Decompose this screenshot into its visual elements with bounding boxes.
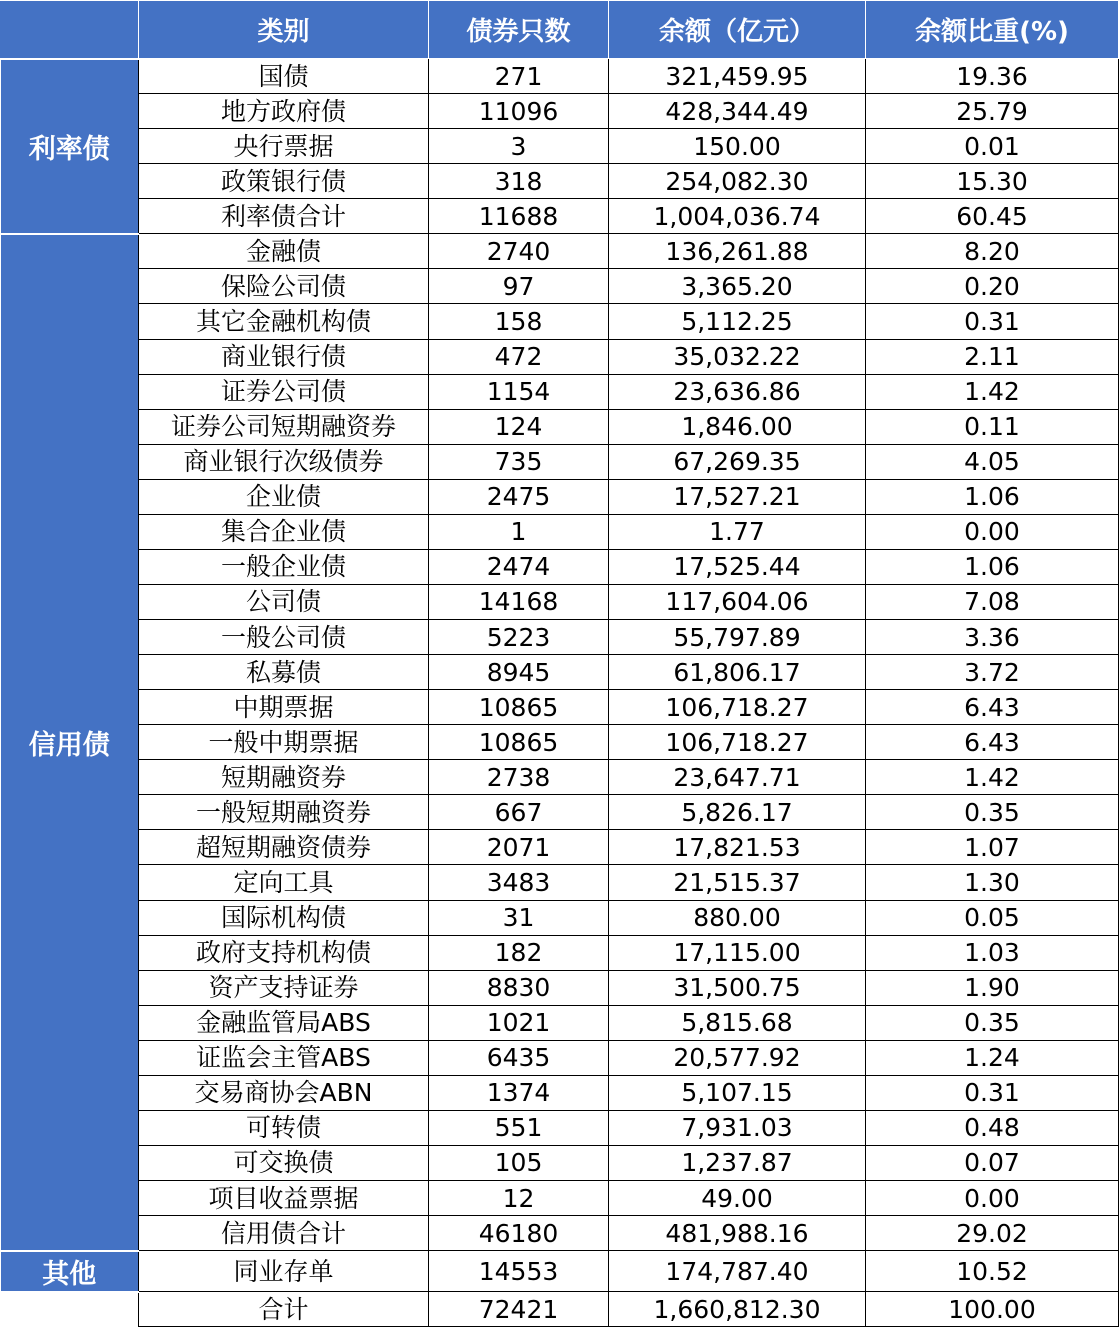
table-row — [1, 1075, 1119, 1110]
table-row — [1, 164, 1119, 199]
table-row — [1, 935, 1119, 970]
balance-cell: 106,718.27 — [609, 725, 866, 760]
balance-share-cell: 0.31 — [866, 1075, 1119, 1110]
bond-count-cell: 318 — [429, 164, 609, 199]
category-cell: 项目收益票据 — [139, 1181, 429, 1216]
table-row — [1, 620, 1119, 655]
table-row — [1, 514, 1119, 549]
table-row — [1, 129, 1119, 164]
balance-cell: 1,237.87 — [609, 1145, 866, 1180]
bond-count-cell: 271 — [429, 59, 609, 94]
header-corner — [1, 1, 139, 59]
balance-share-cell: 1.07 — [866, 830, 1119, 865]
bond-count-cell: 1021 — [429, 1005, 609, 1040]
table-row — [1, 760, 1119, 795]
bond-count-cell: 182 — [429, 935, 609, 970]
bond-count-cell: 3483 — [429, 865, 609, 900]
category-cell: 可转债 — [139, 1110, 429, 1145]
balance-cell: 23,636.86 — [609, 374, 866, 409]
bond-count-cell: 2740 — [429, 234, 609, 269]
table-row — [1, 795, 1119, 830]
bond-count-cell: 124 — [429, 409, 609, 444]
balance-share-cell: 7.08 — [866, 584, 1119, 619]
table-row — [1, 1181, 1119, 1216]
table-row — [1, 1216, 1119, 1251]
balance-cell: 1,846.00 — [609, 409, 866, 444]
group-label: 信用债 — [1, 234, 139, 1251]
bond-count-cell: 10865 — [429, 690, 609, 725]
bond-count-cell: 5223 — [429, 620, 609, 655]
balance-share-cell: 19.36 — [866, 59, 1119, 94]
balance-share-cell: 6.43 — [866, 690, 1119, 725]
balance-share-cell: 60.45 — [866, 199, 1119, 234]
balance-share-cell: 0.01 — [866, 129, 1119, 164]
category-cell: 证券公司短期融资券 — [139, 409, 429, 444]
balance-cell: 481,988.16 — [609, 1216, 866, 1251]
category-cell: 证监会主管ABS — [139, 1040, 429, 1075]
balance-cell: 150.00 — [609, 129, 866, 164]
balance-share-cell: 100.00 — [866, 1292, 1119, 1327]
balance-cell: 17,525.44 — [609, 549, 866, 584]
bond-count-cell: 14168 — [429, 584, 609, 619]
balance-cell: 49.00 — [609, 1181, 866, 1216]
category-cell: 一般公司债 — [139, 620, 429, 655]
table-row — [1, 94, 1119, 129]
bond-count-cell: 551 — [429, 1110, 609, 1145]
category-cell: 信用债合计 — [139, 1216, 429, 1251]
balance-share-cell: 15.30 — [866, 164, 1119, 199]
balance-cell: 21,515.37 — [609, 865, 866, 900]
category-cell: 商业银行债 — [139, 339, 429, 374]
category-cell: 利率债合计 — [139, 199, 429, 234]
balance-share-cell: 25.79 — [866, 94, 1119, 129]
category-cell: 私募债 — [139, 655, 429, 690]
header-category: 类别 — [139, 1, 429, 59]
balance-share-cell: 0.00 — [866, 514, 1119, 549]
category-cell: 金融监管局ABS — [139, 1005, 429, 1040]
bond-count-cell: 8830 — [429, 970, 609, 1005]
table-row — [1, 59, 1119, 94]
balance-cell: 1,004,036.74 — [609, 199, 866, 234]
category-cell: 国际机构债 — [139, 900, 429, 935]
table-row — [1, 339, 1119, 374]
balance-share-cell: 0.05 — [866, 900, 1119, 935]
balance-share-cell: 29.02 — [866, 1216, 1119, 1251]
table-row — [1, 444, 1119, 479]
balance-share-cell: 1.03 — [866, 935, 1119, 970]
balance-cell: 5,107.15 — [609, 1075, 866, 1110]
balance-share-cell: 0.48 — [866, 1110, 1119, 1145]
category-cell: 同业存单 — [139, 1251, 429, 1292]
table-row — [1, 234, 1119, 269]
balance-cell: 3,365.20 — [609, 269, 866, 304]
table-row — [1, 374, 1119, 409]
balance-cell: 880.00 — [609, 900, 866, 935]
balance-share-cell: 1.42 — [866, 374, 1119, 409]
category-cell: 保险公司债 — [139, 269, 429, 304]
category-cell: 公司债 — [139, 584, 429, 619]
bond-count-cell: 12 — [429, 1181, 609, 1216]
bond-count-cell: 2071 — [429, 830, 609, 865]
balance-cell: 1,660,812.30 — [609, 1292, 866, 1327]
balance-share-cell: 3.36 — [866, 620, 1119, 655]
bond-count-cell: 1 — [429, 514, 609, 549]
category-cell: 可交换债 — [139, 1145, 429, 1180]
balance-share-cell: 0.00 — [866, 1181, 1119, 1216]
category-cell: 一般企业债 — [139, 549, 429, 584]
balance-share-cell: 0.35 — [866, 795, 1119, 830]
balance-cell: 7,931.03 — [609, 1110, 866, 1145]
balance-cell: 174,787.40 — [609, 1251, 866, 1292]
balance-share-cell: 1.24 — [866, 1040, 1119, 1075]
balance-cell: 106,718.27 — [609, 690, 866, 725]
balance-cell: 17,527.21 — [609, 479, 866, 514]
group-label: 其他 — [1, 1251, 139, 1292]
bond-count-cell: 105 — [429, 1145, 609, 1180]
table-row — [1, 1005, 1119, 1040]
bond-count-cell: 3 — [429, 129, 609, 164]
category-cell: 资产支持证券 — [139, 970, 429, 1005]
bond-count-cell: 2738 — [429, 760, 609, 795]
balance-cell: 136,261.88 — [609, 234, 866, 269]
table-row — [1, 584, 1119, 619]
balance-cell: 61,806.17 — [609, 655, 866, 690]
category-cell: 其它金融机构债 — [139, 304, 429, 339]
category-cell: 合计 — [139, 1292, 429, 1327]
table-row — [1, 1040, 1119, 1075]
category-cell: 证券公司债 — [139, 374, 429, 409]
table-row — [1, 199, 1119, 234]
balance-cell: 5,826.17 — [609, 795, 866, 830]
bond-count-cell: 2474 — [429, 549, 609, 584]
category-cell: 企业债 — [139, 479, 429, 514]
bond-count-cell: 6435 — [429, 1040, 609, 1075]
balance-share-cell: 1.42 — [866, 760, 1119, 795]
balance-share-cell: 2.11 — [866, 339, 1119, 374]
header-balance: 余额（亿元） — [609, 1, 866, 59]
balance-share-cell: 1.06 — [866, 549, 1119, 584]
balance-cell: 20,577.92 — [609, 1040, 866, 1075]
balance-share-cell: 3.72 — [866, 655, 1119, 690]
balance-cell: 321,459.95 — [609, 59, 866, 94]
category-cell: 中期票据 — [139, 690, 429, 725]
group-label: 利率债 — [1, 59, 139, 234]
balance-cell: 17,821.53 — [609, 830, 866, 865]
bond-count-cell: 31 — [429, 900, 609, 935]
balance-cell: 35,032.22 — [609, 339, 866, 374]
balance-share-cell: 8.20 — [866, 234, 1119, 269]
table-row — [1, 900, 1119, 935]
table-row — [1, 409, 1119, 444]
balance-cell: 428,344.49 — [609, 94, 866, 129]
category-cell: 集合企业债 — [139, 514, 429, 549]
category-cell: 超短期融资债券 — [139, 830, 429, 865]
bond-count-cell: 735 — [429, 444, 609, 479]
category-cell: 一般中期票据 — [139, 725, 429, 760]
balance-cell: 117,604.06 — [609, 584, 866, 619]
table-row — [1, 269, 1119, 304]
balance-share-cell: 0.20 — [866, 269, 1119, 304]
category-cell: 政府支持机构债 — [139, 935, 429, 970]
balance-share-cell: 1.90 — [866, 970, 1119, 1005]
balance-share-cell: 0.11 — [866, 409, 1119, 444]
category-cell: 央行票据 — [139, 129, 429, 164]
balance-share-cell: 1.30 — [866, 865, 1119, 900]
table-row — [1, 549, 1119, 584]
table-row — [1, 655, 1119, 690]
bond-count-cell: 2475 — [429, 479, 609, 514]
balance-cell: 1.77 — [609, 514, 866, 549]
bond-count-cell: 46180 — [429, 1216, 609, 1251]
table-row — [1, 725, 1119, 760]
table-row — [1, 304, 1119, 339]
balance-share-cell: 0.31 — [866, 304, 1119, 339]
bond-count-cell: 97 — [429, 269, 609, 304]
category-cell: 定向工具 — [139, 865, 429, 900]
table-row — [1, 1145, 1119, 1180]
table-row — [1, 970, 1119, 1005]
category-cell: 政策银行债 — [139, 164, 429, 199]
balance-cell: 17,115.00 — [609, 935, 866, 970]
group-blank — [1, 1292, 139, 1327]
table-row — [1, 1110, 1119, 1145]
bond-count-cell: 72421 — [429, 1292, 609, 1327]
balance-share-cell: 10.52 — [866, 1251, 1119, 1292]
table-body — [1, 59, 1119, 1327]
category-cell: 地方政府债 — [139, 94, 429, 129]
bond-count-cell: 14553 — [429, 1251, 609, 1292]
balance-share-cell: 1.06 — [866, 479, 1119, 514]
balance-cell: 23,647.71 — [609, 760, 866, 795]
balance-cell: 55,797.89 — [609, 620, 866, 655]
category-cell: 金融债 — [139, 234, 429, 269]
header-balance-share: 余额比重(%) — [866, 1, 1119, 59]
balance-cell: 5,815.68 — [609, 1005, 866, 1040]
bond-count-cell: 10865 — [429, 725, 609, 760]
bond-count-cell: 472 — [429, 339, 609, 374]
category-cell: 短期融资券 — [139, 760, 429, 795]
bond-count-cell: 158 — [429, 304, 609, 339]
bond-count-cell: 667 — [429, 795, 609, 830]
table-row — [1, 479, 1119, 514]
header-row — [1, 1, 1119, 59]
category-cell: 国债 — [139, 59, 429, 94]
table-row — [1, 1251, 1119, 1292]
bond-count-cell: 1374 — [429, 1075, 609, 1110]
balance-share-cell: 6.43 — [866, 725, 1119, 760]
balance-cell: 254,082.30 — [609, 164, 866, 199]
bond-count-cell: 1154 — [429, 374, 609, 409]
bond-count-cell: 11096 — [429, 94, 609, 129]
category-cell: 商业银行次级债券 — [139, 444, 429, 479]
balance-share-cell: 4.05 — [866, 444, 1119, 479]
balance-share-cell: 0.07 — [866, 1145, 1119, 1180]
table-header — [1, 1, 1119, 59]
table-row — [1, 1292, 1119, 1327]
balance-cell: 5,112.25 — [609, 304, 866, 339]
table-row — [1, 690, 1119, 725]
balance-cell: 67,269.35 — [609, 444, 866, 479]
balance-cell: 31,500.75 — [609, 970, 866, 1005]
bond-count-cell: 11688 — [429, 199, 609, 234]
category-cell: 一般短期融资券 — [139, 795, 429, 830]
balance-share-cell: 0.35 — [866, 1005, 1119, 1040]
bond-count-cell: 8945 — [429, 655, 609, 690]
table-row — [1, 865, 1119, 900]
header-bond-count: 债券只数 — [429, 1, 609, 59]
table-row — [1, 830, 1119, 865]
category-cell: 交易商协会ABN — [139, 1075, 429, 1110]
